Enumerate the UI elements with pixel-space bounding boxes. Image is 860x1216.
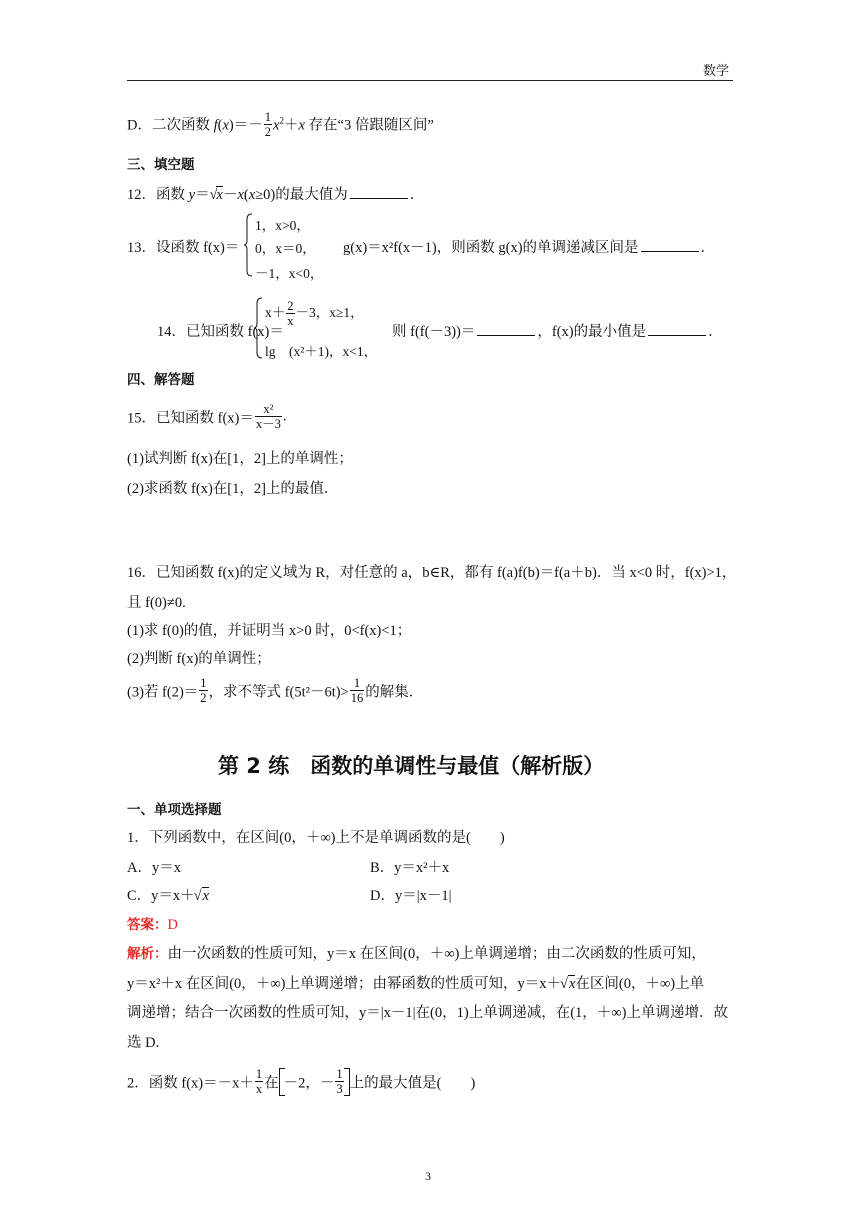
question-1-option-b: B．y＝x²＋x <box>370 860 450 876</box>
question-1-option-a: A．y＝x <box>127 860 181 876</box>
interval-bracket: －2，－ $\frac{1}{3}$ <box>279 1068 350 1096</box>
section-single-choice: 一、单项选择题 <box>127 802 222 818</box>
question-1-stem: 1．下列函数中，在区间(0，＋∞)上不是单调函数的是( ) <box>127 830 505 846</box>
question-16-part-1: (1)求 f(0)的值，并证明当 x>0 时，0<f(x)<1； <box>127 623 412 639</box>
question-13-tail: g(x)＝x²f(x－1)，则函数 g(x)的单调递减区间是 ． <box>343 240 716 256</box>
header-rule <box>127 80 733 81</box>
question-16-line-2: 且 f(0)≠0. <box>127 595 186 611</box>
piecewise-brace <box>254 297 264 359</box>
answer-blank <box>350 197 408 199</box>
q13-case-3: －1，x<0， <box>255 266 324 281</box>
question-1-explanation-line-3: 调递增；结合一次函数的性质可知，y＝|x－1|在(0，1)上单调递减，在(1，＋∞)上单调递增．故 <box>127 1005 728 1021</box>
answer-blank <box>648 334 706 336</box>
question-14-tail: 则 f(f(－3))＝ ，f(x)的最小值是 ． <box>392 324 723 340</box>
piecewise-brace <box>244 213 254 277</box>
question-2: 2．函数 f(x)＝－x＋ $\frac{1}{x}$ 在 －2，－ $\frac{1}{3}$ 上的最大值是( ) <box>127 1067 476 1096</box>
option-d-q11: D．二次函数 f(x)＝－ $\frac{1}{2}$ $x^2+x$ 存在“3 倍跟随区间” <box>127 110 434 139</box>
q13-case-2: 0，x＝0， <box>255 241 316 256</box>
q14-case-2: lg (x²＋1)，x<1， <box>265 344 378 359</box>
answer-blank <box>477 334 535 336</box>
q14-case-1: x＋ $\frac{2}{x}$ －3，x≥1， <box>265 299 364 328</box>
question-15-part-2: (2)求函数 f(x)在[1，2]上的最值． <box>127 481 339 497</box>
question-16-line-1: 16．已知函数 f(x)的定义域为 R，对任意的 a，b∈R，都有 f(a)f(b)＝f(a＋b)．当 x<0 时，f(x)>1， <box>127 565 737 581</box>
page-number: 3 <box>425 1169 431 1183</box>
answer-blank <box>641 250 699 252</box>
question-13-lead: 13．设函数 f(x)＝ <box>127 240 240 256</box>
header-subject: 数学 <box>703 63 730 78</box>
question-1-explanation-line-4: 选 D. <box>127 1035 160 1051</box>
question-1-answer: 答案：D <box>127 917 178 933</box>
q13-case-1: 1，x>0， <box>255 218 310 233</box>
question-1-explanation-line-2: y＝x²＋x 在区间(0，＋∞)上单调递增；由幂函数的性质可知，y＝x＋√x在区间(0，＋∞)上单 <box>127 976 705 992</box>
page-title: 第 2 练 函数的单调性与最值（解析版） <box>218 754 605 778</box>
question-16-part-3: (3)若 f(2)＝ $\frac{1}{2}$ ，求不等式 f(5t²－6t)> $\frac{1}{16}$ 的解集． <box>127 676 424 705</box>
question-1-explanation-line-1: 解析：由一次函数的性质可知，y＝x 在区间(0，＋∞)上单调递增；由二次函数的性质可知， <box>127 946 706 962</box>
question-16-part-2: (2)判断 f(x)的单调性； <box>127 651 271 667</box>
question-15-part-1: (1)试判断 f(x)在[1，2]上的单调性； <box>127 451 353 467</box>
section-fill-in: 三、填空题 <box>127 157 195 173</box>
question-1-option-d: D．y＝|x－1| <box>370 888 452 904</box>
question-14-lead: 14．已知函数 f(x)＝ <box>157 324 284 340</box>
question-15: 15．已知函数 f(x)＝ $\frac{\text{x²}}{x-3}$ . <box>127 402 287 431</box>
section-solve: 四、解答题 <box>127 372 195 388</box>
question-12: 12．函数 y＝√x－x(x≥0)的最大值为 ． <box>127 187 425 203</box>
question-1-option-c: C．y＝x＋√x <box>127 888 210 904</box>
